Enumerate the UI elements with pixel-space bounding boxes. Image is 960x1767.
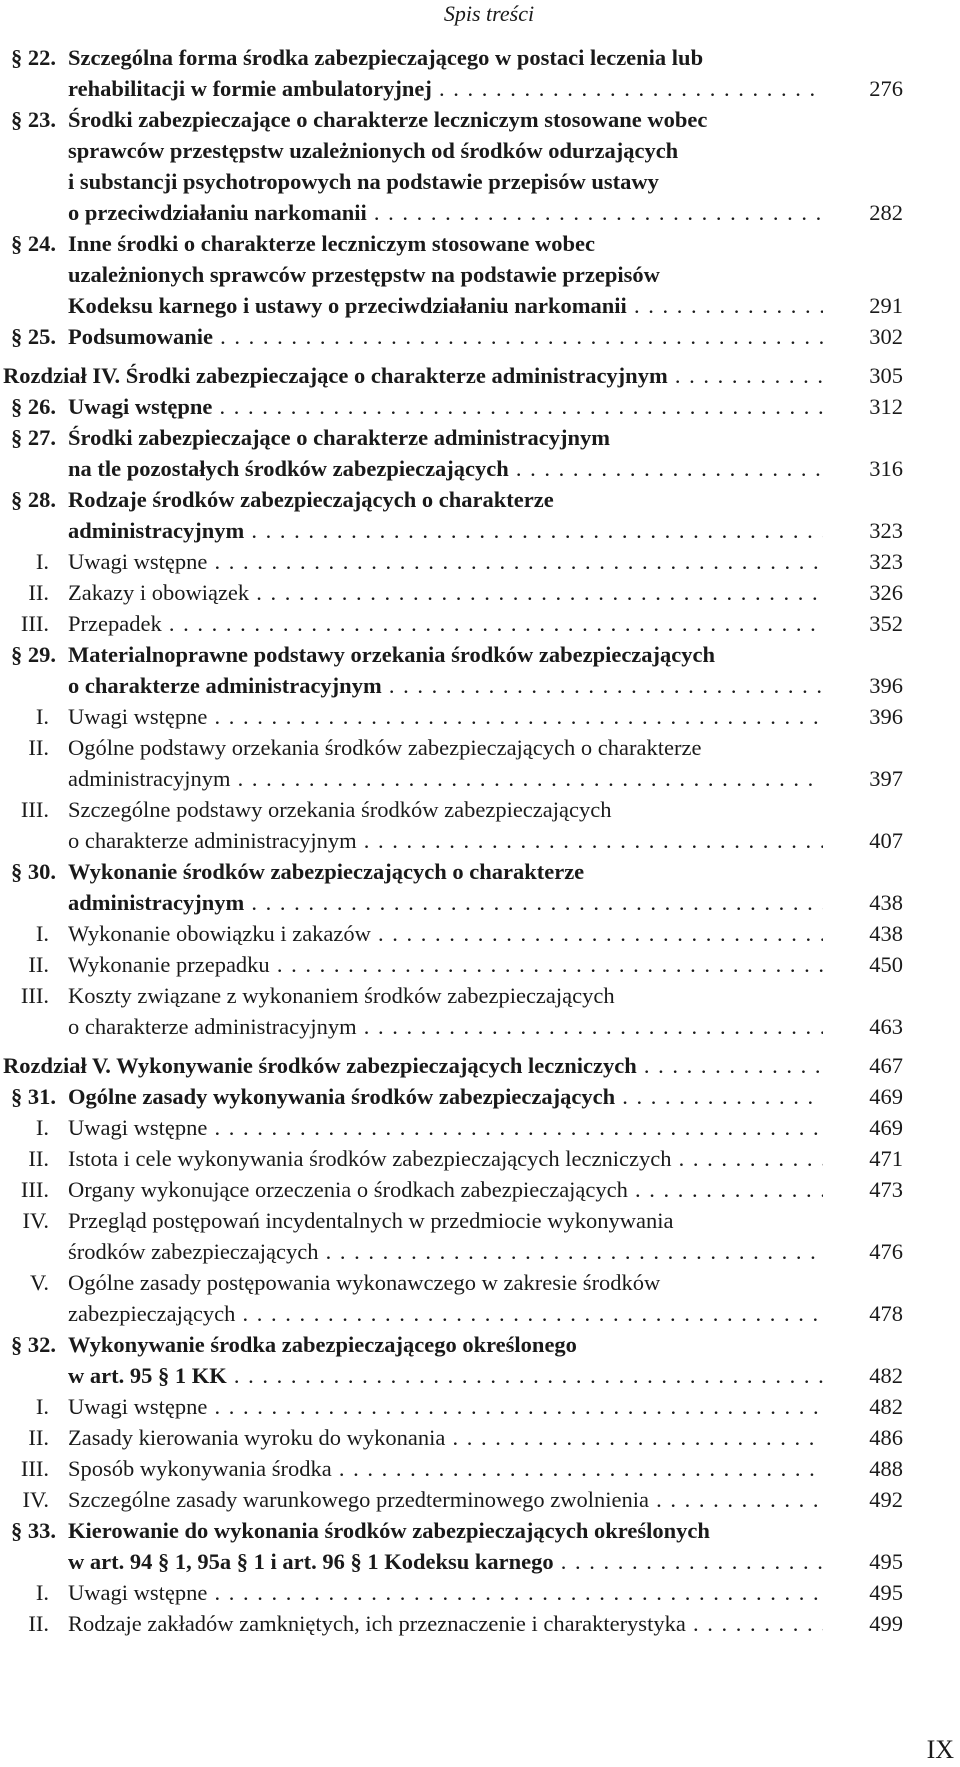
- toc-entry-title: zabezpieczających . . .: [68, 1298, 823, 1329]
- toc-subsection-entry[interactable]: [3, 701, 903, 732]
- toc-entry-title: administracyjnym . . .: [68, 887, 823, 918]
- toc-section-entry[interactable]: [3, 1329, 903, 1391]
- toc-entry-line: [3, 1546, 903, 1577]
- toc-subsection-entry[interactable]: [3, 1174, 903, 1205]
- toc-entry-title: środków zabezpieczających . . .: [68, 1236, 823, 1267]
- toc-entry-line: [3, 453, 903, 484]
- toc-entry-title: o charakterze administracyjnym . . .: [68, 825, 823, 856]
- toc-entry-line: [3, 360, 903, 391]
- toc-entry-line: [3, 42, 903, 73]
- toc-page-number: 397: [869, 766, 903, 791]
- toc-entry-title: Uwagi wstępne . . .: [68, 546, 823, 577]
- toc-entry-line: [3, 1298, 903, 1329]
- toc-page-number: 305: [869, 363, 903, 388]
- toc-entry-number: § 32.: [11, 1332, 56, 1357]
- toc-page-number: 323: [869, 549, 903, 574]
- toc-entry-number: II.: [28, 735, 49, 760]
- toc-entry-line: [3, 608, 903, 639]
- toc-entry-title: Ogólne zasady wykonywania środków zabezpieczających . . .: [68, 1081, 823, 1112]
- toc-subsection-entry[interactable]: [3, 1577, 903, 1608]
- toc-page-number: 323: [869, 518, 903, 543]
- toc-entry-title: Przegląd postępowań incydentalnych w przedmiocie wykonywania: [68, 1208, 674, 1233]
- toc-page-number: 495: [869, 1580, 903, 1605]
- toc-page-number: 407: [869, 828, 903, 853]
- toc-entry-title: Istota i cele wykonywania środków zabezpieczających leczniczych . . .: [68, 1143, 823, 1174]
- toc-subsection-entry[interactable]: [3, 794, 903, 856]
- toc-entry-title: Inne środki o charakterze leczniczym stosowane wobec: [68, 231, 596, 256]
- toc-entry-line: [3, 1422, 903, 1453]
- toc-entry-number: § 30.: [11, 859, 56, 884]
- toc-entry-line: [3, 1081, 903, 1112]
- toc-entry-line: [3, 577, 903, 608]
- toc-page-number: 326: [869, 580, 903, 605]
- toc-subsection-entry[interactable]: [3, 732, 903, 794]
- toc-entry-number: I.: [35, 704, 49, 729]
- toc-entry-title: sprawców przestępstw uzależnionych od środków odurzających: [68, 138, 679, 163]
- toc-entry-title: Rozdział IV. Środki zabezpieczające o charakterze administracyjnym . . .: [3, 360, 823, 391]
- toc-section-entry[interactable]: [3, 391, 903, 422]
- toc-entry-number: § 33.: [11, 1518, 56, 1543]
- toc-entry-number: IV.: [22, 1208, 49, 1233]
- toc-entry-line: [3, 228, 903, 259]
- toc-page-number: 473: [869, 1177, 903, 1202]
- toc-entry-number: § 29.: [11, 642, 56, 667]
- toc-entry-line: [3, 639, 903, 670]
- toc-entry-line: [3, 166, 903, 197]
- toc-entry-line: [3, 197, 903, 228]
- toc-page-number: 467: [869, 1053, 903, 1078]
- toc-entry-title: Uwagi wstępne . . .: [68, 391, 823, 422]
- toc-entry-line: [3, 1484, 903, 1515]
- toc-entry-title: w art. 94 § 1, 95a § 1 i art. 96 § 1 Kodeksu karnego . . .: [68, 1546, 823, 1577]
- toc-entry-number: II.: [28, 580, 49, 605]
- toc-section-entry[interactable]: [3, 1081, 903, 1112]
- toc-entry-line: [3, 887, 903, 918]
- toc-entry-line: [3, 794, 903, 825]
- toc-entry-title: Wykonanie środków zabezpieczających o charakterze: [68, 859, 585, 884]
- toc-entry-title: Wykonanie przepadku . . .: [68, 949, 823, 980]
- toc-entry-number: II.: [28, 1611, 49, 1636]
- toc-entry-line: [3, 670, 903, 701]
- toc-entry-title: Szczególna forma środka zabezpieczającego w postaci leczenia lub: [68, 45, 704, 70]
- toc-subsection-entry[interactable]: [3, 1205, 903, 1267]
- toc-entry-title: Wykonanie obowiązku i zakazów . . .: [68, 918, 823, 949]
- toc-page-number: 316: [869, 456, 903, 481]
- toc-entry-line: [3, 1267, 903, 1298]
- toc-section-entry[interactable]: [3, 484, 903, 546]
- toc-page-number: 499: [869, 1611, 903, 1636]
- toc-entry-line: [3, 1577, 903, 1608]
- toc-entry-line: [3, 321, 903, 352]
- toc-entry-number: III.: [20, 983, 49, 1008]
- toc-section-entry[interactable]: [3, 422, 903, 484]
- toc-entry-line: [3, 1143, 903, 1174]
- toc-entry-title: Przepadek . . .: [68, 608, 823, 639]
- toc-entry-number: § 31.: [11, 1084, 56, 1109]
- toc-entry-title: Rodzaje środków zabezpieczających o charakterze: [68, 487, 554, 512]
- toc-page-number: 482: [869, 1363, 903, 1388]
- toc-entry-title: rehabilitacji w formie ambulatoryjnej . . .: [68, 73, 823, 104]
- toc-entry-line: [3, 1608, 903, 1639]
- toc-subsection-entry[interactable]: [3, 1391, 903, 1422]
- toc-entry-number: III.: [20, 611, 49, 636]
- toc-entry-number: § 24.: [11, 231, 56, 256]
- toc-entry-title: i substancji psychotropowych na podstawie przepisów ustawy: [68, 169, 659, 194]
- toc-entry-title: na tle pozostałych środków zabezpieczających . . .: [68, 453, 823, 484]
- toc-entry-number: V.: [30, 1270, 49, 1295]
- toc-subsection-entry[interactable]: [3, 918, 903, 949]
- toc-subsection-entry[interactable]: [3, 608, 903, 639]
- toc-entry-number: IV.: [22, 1487, 49, 1512]
- toc-section-entry[interactable]: [3, 639, 903, 701]
- toc-entry-line: [3, 1515, 903, 1546]
- toc-entry-line: [3, 1236, 903, 1267]
- toc-entry-title: Zakazy i obowiązek . . .: [68, 577, 823, 608]
- toc-entry-title: Zasady kierowania wyroku do wykonania . . .: [68, 1422, 823, 1453]
- toc-entry-line: [3, 918, 903, 949]
- toc-entry-line: [3, 763, 903, 794]
- toc-entry-number: I.: [35, 1115, 49, 1140]
- toc-entry-number: II.: [28, 952, 49, 977]
- toc-entry-line: [3, 1011, 903, 1042]
- toc-subsection-entry[interactable]: [3, 1608, 903, 1639]
- toc-entry-title: Środki zabezpieczające o charakterze leczniczym stosowane wobec: [68, 107, 708, 132]
- toc-section-entry[interactable]: [3, 228, 903, 321]
- toc-entry-title: Rozdział V. Wykonywanie środków zabezpieczających leczniczych . . .: [3, 1050, 823, 1081]
- toc-entry-title: Szczególne podstawy orzekania środków zabezpieczających: [68, 797, 612, 822]
- toc-entry-number: I.: [35, 1580, 49, 1605]
- toc-entry-title: administracyjnym . . .: [68, 763, 823, 794]
- toc-entry-number: § 27.: [11, 425, 56, 450]
- toc-subsection-entry[interactable]: [3, 1484, 903, 1515]
- page-folio: IX: [926, 1735, 954, 1764]
- toc-entry-title: Uwagi wstępne . . .: [68, 1391, 823, 1422]
- toc-entry-line: [3, 1391, 903, 1422]
- toc-page-number: 488: [869, 1456, 903, 1481]
- toc-entry-title: Wykonywanie środka zabezpieczającego określonego: [68, 1332, 577, 1357]
- toc-subsection-entry[interactable]: [3, 1422, 903, 1453]
- toc-entry-number: I.: [35, 1394, 49, 1419]
- toc-entry-number: § 25.: [11, 324, 56, 349]
- toc-entry-title: Materialnoprawne podstawy orzekania środków zabezpieczających: [68, 642, 716, 667]
- toc-subsection-entry[interactable]: [3, 1267, 903, 1329]
- toc-entry-title: Uwagi wstępne . . .: [68, 701, 823, 732]
- toc-entry-line: [3, 1205, 903, 1236]
- toc-entry-title: administracyjnym . . .: [68, 515, 823, 546]
- toc-section-entry[interactable]: [3, 1515, 903, 1577]
- toc-entry-title: Ogólne podstawy orzekania środków zabezpieczających o charakterze: [68, 735, 702, 760]
- toc-entry-line: [3, 135, 903, 166]
- running-header: Spis treści: [443, 1, 535, 26]
- toc-entry-title: w art. 95 § 1 KK . . .: [68, 1360, 823, 1391]
- toc-entry-title: Ogólne zasady postępowania wykonawczego w zakresie środków: [68, 1270, 661, 1295]
- toc-page-number: 438: [869, 890, 903, 915]
- toc-section-entry[interactable]: [3, 321, 903, 352]
- toc-entry-line: [3, 1329, 903, 1360]
- toc-page-number: 469: [869, 1084, 903, 1109]
- toc-entry-number: II.: [28, 1425, 49, 1450]
- toc-subsection-entry[interactable]: [3, 949, 903, 980]
- toc-entry-title: Koszty związane z wykonaniem środków zabezpieczających: [68, 983, 615, 1008]
- toc-page-number: 476: [869, 1239, 903, 1264]
- toc-page-number: 282: [869, 200, 903, 225]
- toc-chapter-entry[interactable]: [3, 360, 903, 391]
- toc-entry-title: Organy wykonujące orzeczenia o środkach zabezpieczających . . .: [68, 1174, 823, 1205]
- toc-entry-line: [3, 515, 903, 546]
- toc-entry-line: [3, 290, 903, 321]
- toc-entry-title: uzależnionych sprawców przestępstw na podstawie przepisów: [68, 262, 660, 287]
- toc-page-number: 352: [869, 611, 903, 636]
- toc-entry-line: [3, 422, 903, 453]
- toc-entry-line: [3, 732, 903, 763]
- toc-page-number: 312: [869, 394, 903, 419]
- toc-entry-line: [3, 1112, 903, 1143]
- toc-entry-title: Uwagi wstępne . . .: [68, 1577, 823, 1608]
- toc-entry-title: Uwagi wstępne . . .: [68, 1112, 823, 1143]
- toc-entry-title: Podsumowanie . . .: [68, 321, 823, 352]
- toc-entry-line: [3, 391, 903, 422]
- toc-subsection-entry[interactable]: [3, 980, 903, 1042]
- toc-page-number: 492: [869, 1487, 903, 1512]
- toc-entry-number: III.: [20, 1177, 49, 1202]
- toc-page-number: 471: [869, 1146, 903, 1171]
- toc-subsection-entry[interactable]: [3, 577, 903, 608]
- toc-entry-number: II.: [28, 1146, 49, 1171]
- toc-entry-number: III.: [20, 797, 49, 822]
- toc-entry-line: [3, 1453, 903, 1484]
- toc-subsection-entry[interactable]: [3, 1143, 903, 1174]
- toc-entry-title: Szczególne zasady warunkowego przedterminowego zwolnienia . . .: [68, 1484, 823, 1515]
- toc-entry-line: [3, 856, 903, 887]
- toc-entry-number: § 28.: [11, 487, 56, 512]
- toc-entry-line: [3, 980, 903, 1011]
- toc-entry-line: [3, 825, 903, 856]
- toc-entry-title: Środki zabezpieczające o charakterze administracyjnym: [68, 425, 610, 450]
- toc-entry-title: Kodeksu karnego i ustawy o przeciwdziałaniu narkomanii . . .: [68, 290, 823, 321]
- toc-entry-number: III.: [20, 1456, 49, 1481]
- toc-page-number: 482: [869, 1394, 903, 1419]
- toc-page-number: 396: [869, 704, 903, 729]
- toc-page-number: 438: [869, 921, 903, 946]
- toc-entry-number: § 26.: [11, 394, 56, 419]
- toc-page-number: 302: [869, 324, 903, 349]
- toc-page-number: 469: [869, 1115, 903, 1140]
- toc-page-number: 396: [869, 673, 903, 698]
- toc-entry-line: [3, 484, 903, 515]
- toc-page-number: 486: [869, 1425, 903, 1450]
- toc-entry-line: [3, 73, 903, 104]
- toc-entry-title: o charakterze administracyjnym . . .: [68, 670, 823, 701]
- toc-page-number: 495: [869, 1549, 903, 1574]
- toc-entry-title: Rodzaje zakładów zamkniętych, ich przeznaczenie i charakterystyka . . .: [68, 1608, 823, 1639]
- toc-section-entry[interactable]: [3, 856, 903, 918]
- table-of-contents: [3, 42, 903, 1639]
- toc-entry-line: [3, 104, 903, 135]
- toc-entry-line: [3, 701, 903, 732]
- toc-subsection-entry[interactable]: [3, 1453, 903, 1484]
- toc-entry-line: [3, 1174, 903, 1205]
- toc-entry-title: o charakterze administracyjnym . . .: [68, 1011, 823, 1042]
- toc-entry-line: [3, 1360, 903, 1391]
- toc-chapter-entry[interactable]: [3, 1050, 903, 1081]
- toc-entry-line: [3, 1050, 903, 1081]
- toc-page-number: 291: [869, 293, 903, 318]
- toc-subsection-entry[interactable]: [3, 546, 903, 577]
- toc-entry-number: § 22.: [11, 45, 56, 70]
- toc-section-entry[interactable]: [3, 104, 903, 228]
- toc-entry-title: o przeciwdziałaniu narkomanii . . .: [68, 197, 823, 228]
- toc-subsection-entry[interactable]: [3, 1112, 903, 1143]
- toc-entry-line: [3, 546, 903, 577]
- toc-entry-line: [3, 259, 903, 290]
- toc-page-number: 276: [869, 76, 903, 101]
- toc-entry-number: I.: [35, 921, 49, 946]
- toc-entry-title: Sposób wykonywania środka . . .: [68, 1453, 823, 1484]
- toc-entry-line: [3, 949, 903, 980]
- toc-page-number: 463: [869, 1014, 903, 1039]
- toc-page-number: 450: [869, 952, 903, 977]
- toc-page-number: 478: [869, 1301, 903, 1326]
- toc-entry-number: § 23.: [11, 107, 56, 132]
- toc-section-entry[interactable]: [3, 42, 903, 104]
- toc-entry-number: I.: [35, 549, 49, 574]
- toc-entry-title: Kierowanie do wykonania środków zabezpieczających określonych: [68, 1518, 710, 1543]
